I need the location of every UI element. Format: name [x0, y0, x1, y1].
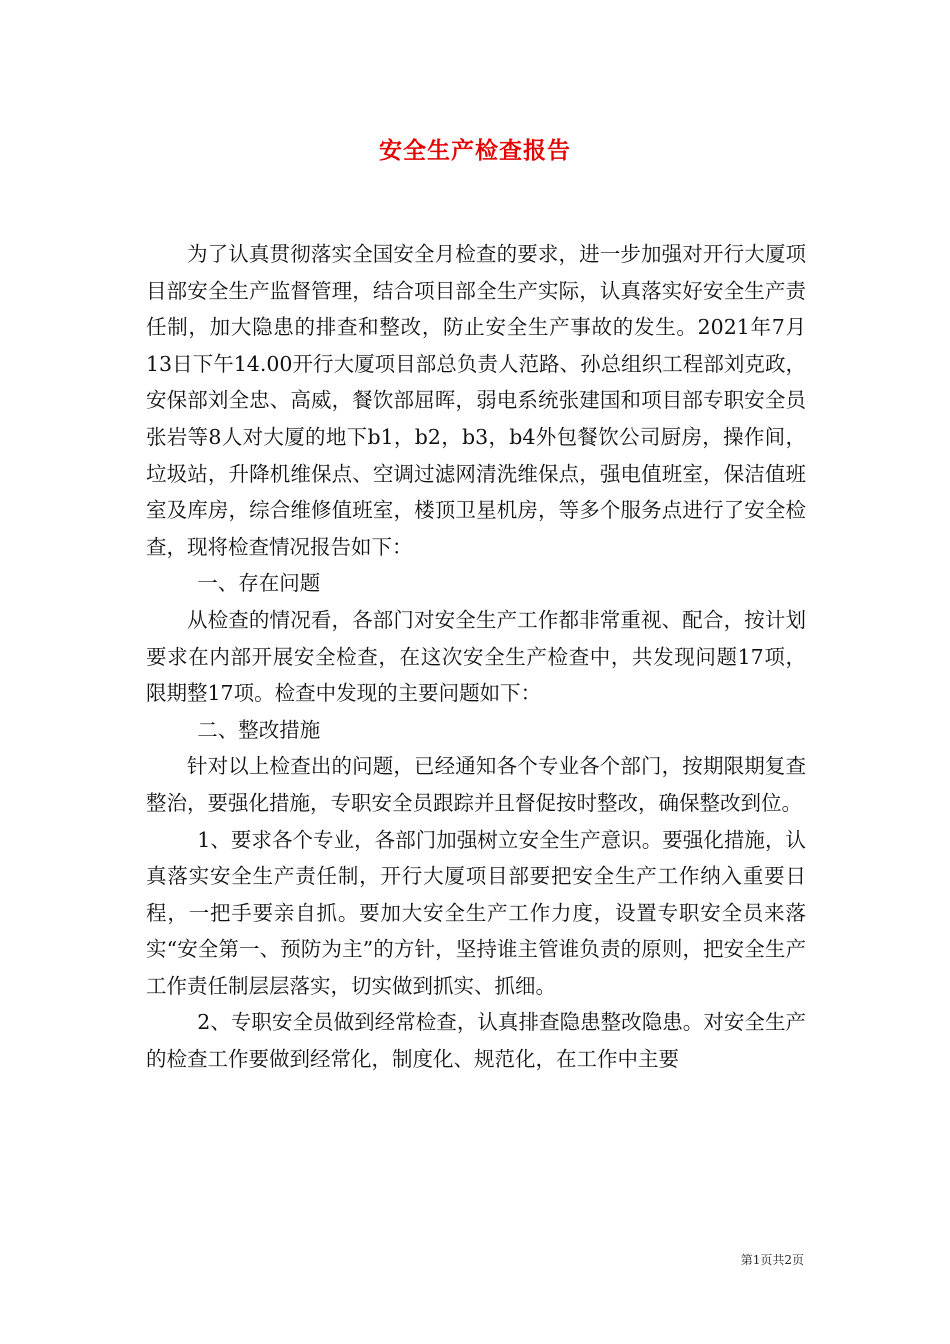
- measure-item-1: 1、要求各个专业，各部门加强树立安全生产意识。要强化措施，认真落实安全生产责任制，开行大厦项目部要把安全生产工作纳入重要日程，一把手要亲自抓。要加大安全生产工作力度，设置专职安全员来落实“安全第一、预防为主”的方针，坚持谁主管谁负责的原则，把安全生产工作责任制层层落实，切实做到抓实、抓细。: [146, 827, 806, 998]
- measure-item-2: 2、专职安全员做到经常检查，认真排查隐患整改隐患。对安全生产的检查工作要做到经常化，制度化、规范化，在工作中主要: [146, 1010, 806, 1072]
- measures-paragraph: 针对以上检查出的问题，已经通知各个专业各个部门，按期限期复查整治，要强化措施，专职安全员跟踪并且督促按时整改，确保整改到位。: [146, 754, 806, 815]
- problems-paragraph: 从检查的情况看，各部门对安全生产工作都非常重视、配合，按计划要求在内部开展安全检查，在这次安全生产检查中，共发现问题17项，限期整17项。检查中发现的主要问题如下：: [146, 607, 806, 706]
- section-heading-problems: 一、存在问题: [197, 571, 321, 596]
- page-number: 第1页共2页: [740, 1253, 804, 1267]
- document-body: [146, 236, 806, 1078]
- document-title: 安全生产检查报告: [379, 137, 571, 164]
- section-heading-measures: 二、整改措施: [197, 717, 321, 742]
- intro-paragraph: 为了认真贯彻落实全国安全月检查的要求，进一步加强对开行大厦项目部安全生产监督管理，结合项目部全生产实际，认真落实好安全生产责任制，加大隐患的排查和整改，防止安全生产事故的发生。2021年7月13日下午14.00开行大厦项目部总负责人范路、孙总组织工程部刘克政，安保部刘全忠、高威，餐饮部屈晖，弱电系统张建国和项目部专职安全员张岩等8人对大厦的地下b1，b2，b3，b4外包餐饮公司厨房，操作间，垃圾站，升降机维保点、空调过滤网清洗维保点，强电值班室，保洁值班室及库房，综合维修值班室，楼顶卫星机房，等多个服务点进行了安全检查，现将检查情况报告如下：: [146, 242, 806, 559]
